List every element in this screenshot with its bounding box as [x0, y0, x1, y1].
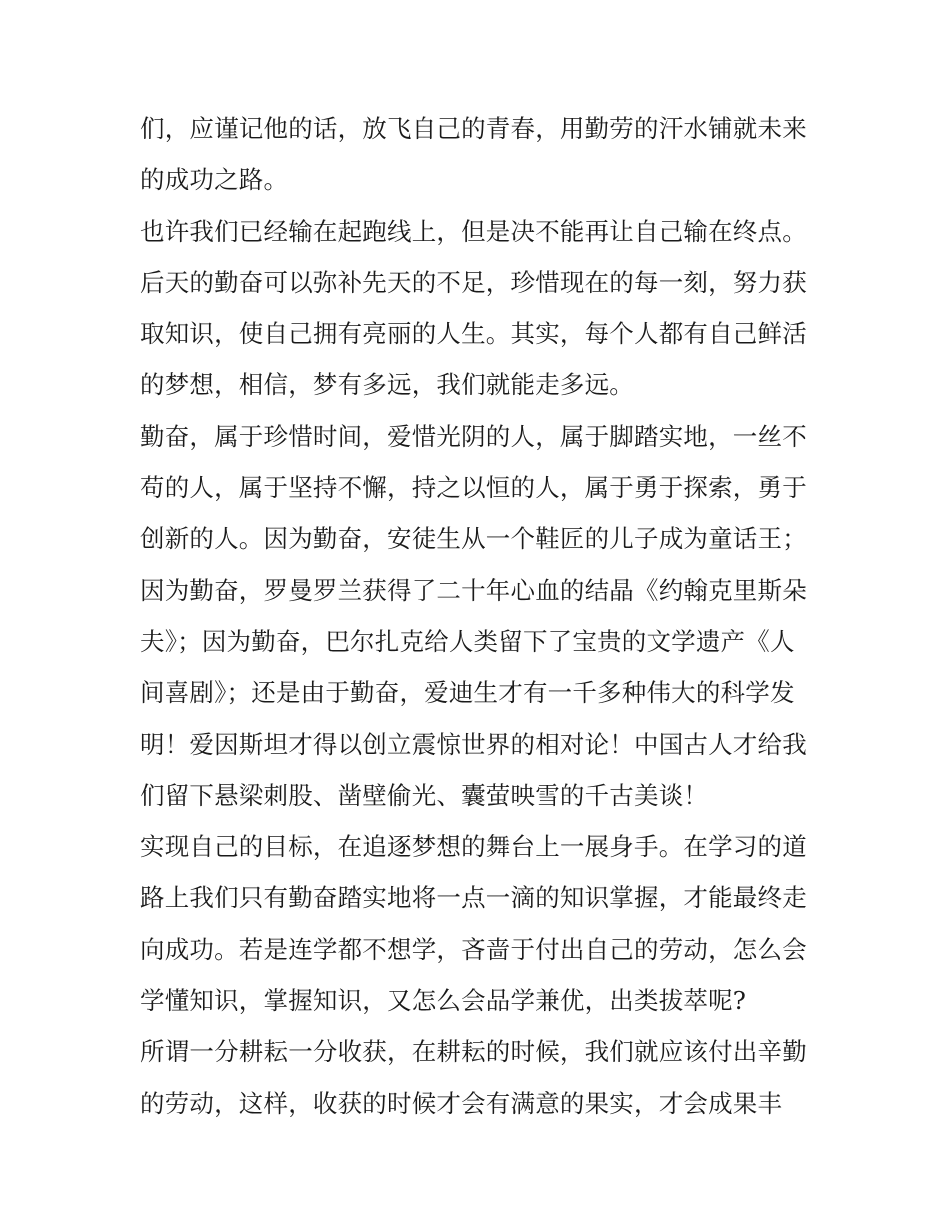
text-line-1: 们，应谨记他的话，放飞自己的青春，用勤劳的汗水铺就未来 — [140, 114, 807, 143]
text-line-16: 路上我们只有勤奋踏实地将一点一滴的知识掌握，才能最终走 — [140, 883, 807, 913]
text-line-20: 的劳动，这样，收获的时候才会有满意的果实，才会成果丰 — [140, 1088, 783, 1118]
text-line-5: 取知识，使自己拥有亮丽的人生。其实，每个人都有自己鲜活 — [140, 319, 807, 349]
text-line-3: 也许我们已经输在起跑线上，但是决不能再让自己输在终点。 — [140, 216, 807, 246]
text-line-18: 学懂知识，掌握知识，又怎么会品学兼优，出类拔萃呢? — [140, 986, 747, 1016]
text-line-8: 苟的人，属于坚持不懈，持之以恒的人，属于勇于探索，勇于 — [140, 473, 807, 503]
text-line-19: 所谓一分耕耘一分收获，在耕耘的时候，我们就应该付出辛勤 — [140, 1037, 807, 1067]
text-line-13: 明！爱因斯坦才得以创立震惊世界的相对论！中国古人才给我 — [140, 729, 807, 759]
document-body — [140, 103, 820, 1129]
text-line-11: 夫》；因为勤奋，巴尔扎克给人类留下了宝贵的文学遗产《人 — [140, 626, 795, 656]
text-line-17: 向成功。若是连学都不想学，吝啬于付出自己的劳动，怎么会 — [140, 934, 807, 964]
text-line-14: 们留下悬梁刺股、凿壁偷光、囊萤映雪的千古美谈！ — [140, 780, 709, 810]
text-line-6: 的梦想，相信，梦有多远，我们就能走多远。 — [140, 370, 634, 400]
text-line-2: 的成功之路。 — [140, 165, 289, 195]
text-line-10: 因为勤奋，罗曼罗兰获得了二十年心血的结晶《约翰克里斯朵 — [140, 575, 807, 605]
text-line-12: 间喜剧》；还是由于勤奋，爱迪生才有一千多种伟大的科学发 — [140, 678, 795, 708]
text-line-9: 创新的人。因为勤奋，安徒生从一个鞋匠的儿子成为童话王； — [140, 524, 807, 554]
text-line-7: 勤奋，属于珍惜时间，爱惜光阴的人，属于脚踏实地，一丝不 — [140, 421, 807, 451]
text-line-4: 后天的勤奋可以弥补先天的不足，珍惜现在的每一刻，努力获 — [140, 267, 807, 297]
text-line-15: 实现自己的目标，在追逐梦想的舞台上一展身手。在学习的道 — [140, 832, 807, 862]
